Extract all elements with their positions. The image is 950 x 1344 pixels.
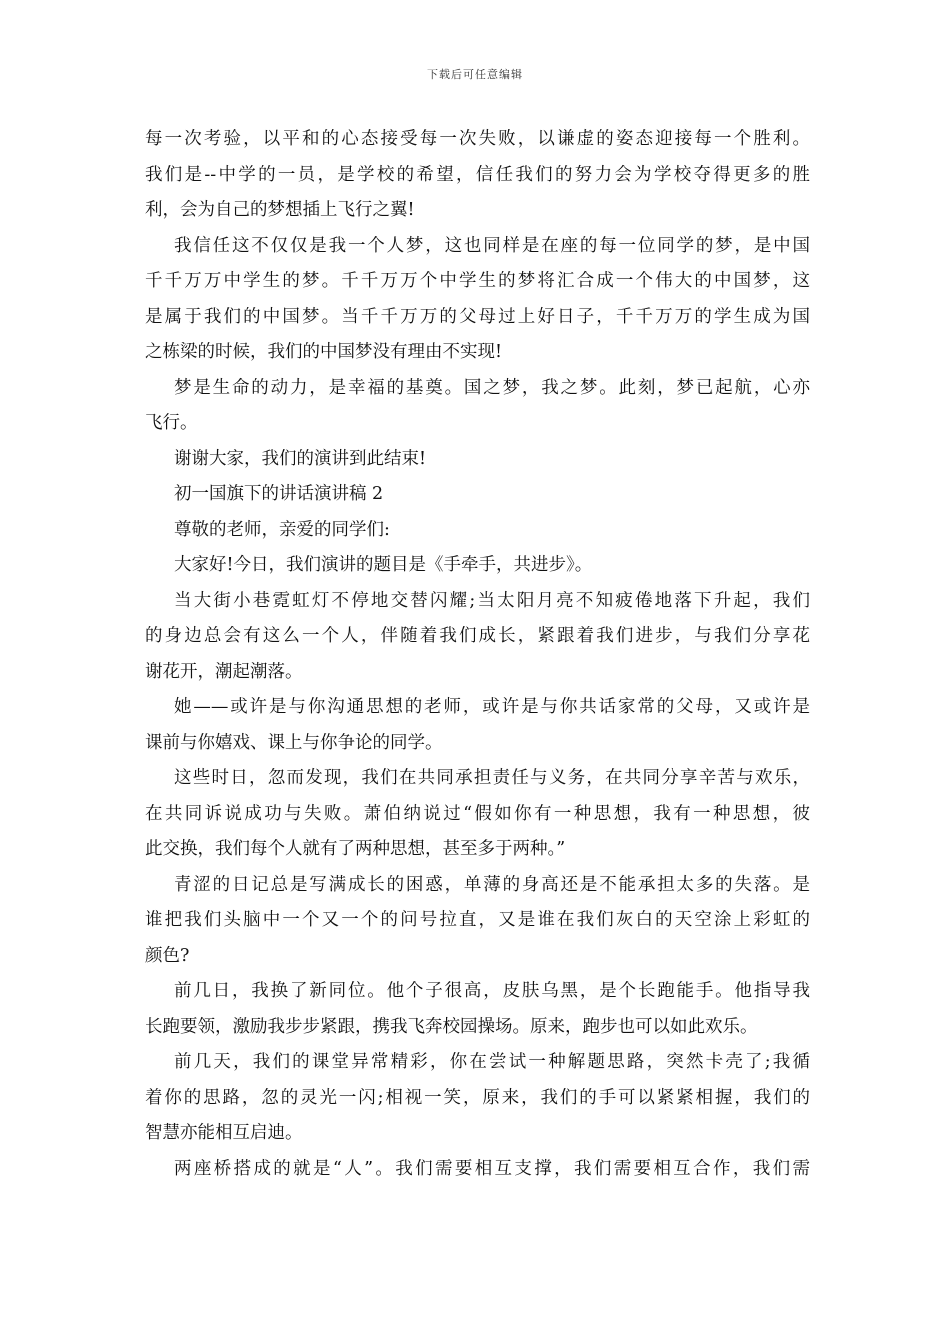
document-body	[145, 122, 810, 1187]
text-line: 智慧亦能相互启迪。	[145, 1123, 303, 1143]
text-line: 这些时日，忽而发现，我们在共同承担责任与义务，在共同分享辛苦与欢乐，	[174, 768, 810, 788]
text-line: 梦是生命的动力，是幸福的基奠。国之梦，我之梦。此刻，梦已起航，心亦	[174, 377, 810, 398]
text-line: 利，会为自己的梦想插上飞行之翼!	[145, 200, 415, 220]
text-line: 长跑要领，激励我步步紧跟，携我飞奔校园操场。原来，跑步也可以如此欢乐。	[145, 1016, 758, 1037]
text-line: 初一国旗下的讲话演讲稿 2	[174, 484, 384, 504]
text-line: 千千万万中学生的梦。千千万万个中学生的梦将汇合成一个伟大的中国梦，这	[145, 271, 810, 291]
text-line: 颜色?	[145, 945, 190, 966]
text-line: 课前与你嬉戏、课上与你争论的同学。	[145, 732, 443, 753]
text-line: 她——或许是与你沟通思想的老师，或许是与你共话家常的父母，又或许是	[174, 697, 810, 717]
text-line: 此交换，我们每个人就有了两种思想，甚至多于两种。”	[145, 839, 566, 859]
text-line: 在共同诉说成功与失败。萧伯纳说过“假如你有一种思想，我有一种思想，彼	[145, 803, 810, 824]
text-line: 前几日，我换了新同位。他个子很高，皮肤乌黑，是个长跑能手。他指导我	[174, 981, 810, 1001]
text-line: 我们是--中学的一员，是学校的希望，信任我们的努力会为学校夺得更多的胜	[145, 164, 810, 185]
text-line: 每一次考验，以平和的心态接受每一次失败，以谦虚的姿态迎接每一个胜利。	[145, 129, 810, 149]
text-line: 谢花开，潮起潮落。	[145, 661, 303, 682]
text-line: 谁把我们头脑中一个又一个的问号拉直，又是谁在我们灰白的天空涂上彩虹的	[145, 910, 810, 930]
text-line: 的身边总会有这么一个人，伴随着我们成长，紧跟着我们进步，与我们分享花	[145, 626, 810, 646]
text-line: 飞行。	[145, 413, 198, 433]
text-line: 当大街小巷霓虹灯不停地交替闪耀;当太阳月亮不知疲倦地落下升起，我们	[174, 590, 810, 611]
text-line: 我信任这不仅仅是我一个人梦，这也同样是在座的每一位同学的梦，是中国	[174, 235, 810, 256]
text-line: 大家好!今日，我们演讲的题目是《手牵手，共进步》。	[174, 555, 593, 575]
text-line: 之栋梁的时候，我们的中国梦没有理由不实现!	[145, 342, 503, 362]
text-line: 两座桥搭成的就是“人”。我们需要相互支撑，我们需要相互合作，我们需	[174, 1158, 810, 1179]
text-line: 是属于我们的中国梦。当千千万万的父母过上好日子，千千万万的学生成为国	[145, 306, 810, 327]
text-line: 青涩的日记总是写满成长的困惑，单薄的身高还是不能承担太多的失落。是	[174, 874, 810, 895]
text-line: 尊敬的老师，亲爱的同学们:	[174, 519, 390, 540]
page-header-note: 下载后可任意编辑	[427, 68, 523, 81]
text-line: 谢谢大家，我们的演讲到此结束!	[174, 448, 427, 469]
text-line: 前几天，我们的课堂异常精彩，你在尝试一种解题思路，突然卡壳了;我循	[174, 1052, 810, 1072]
text-line: 着你的思路，忽的灵光一闪;相视一笑，原来，我们的手可以紧紧相握，我们的	[145, 1087, 810, 1108]
